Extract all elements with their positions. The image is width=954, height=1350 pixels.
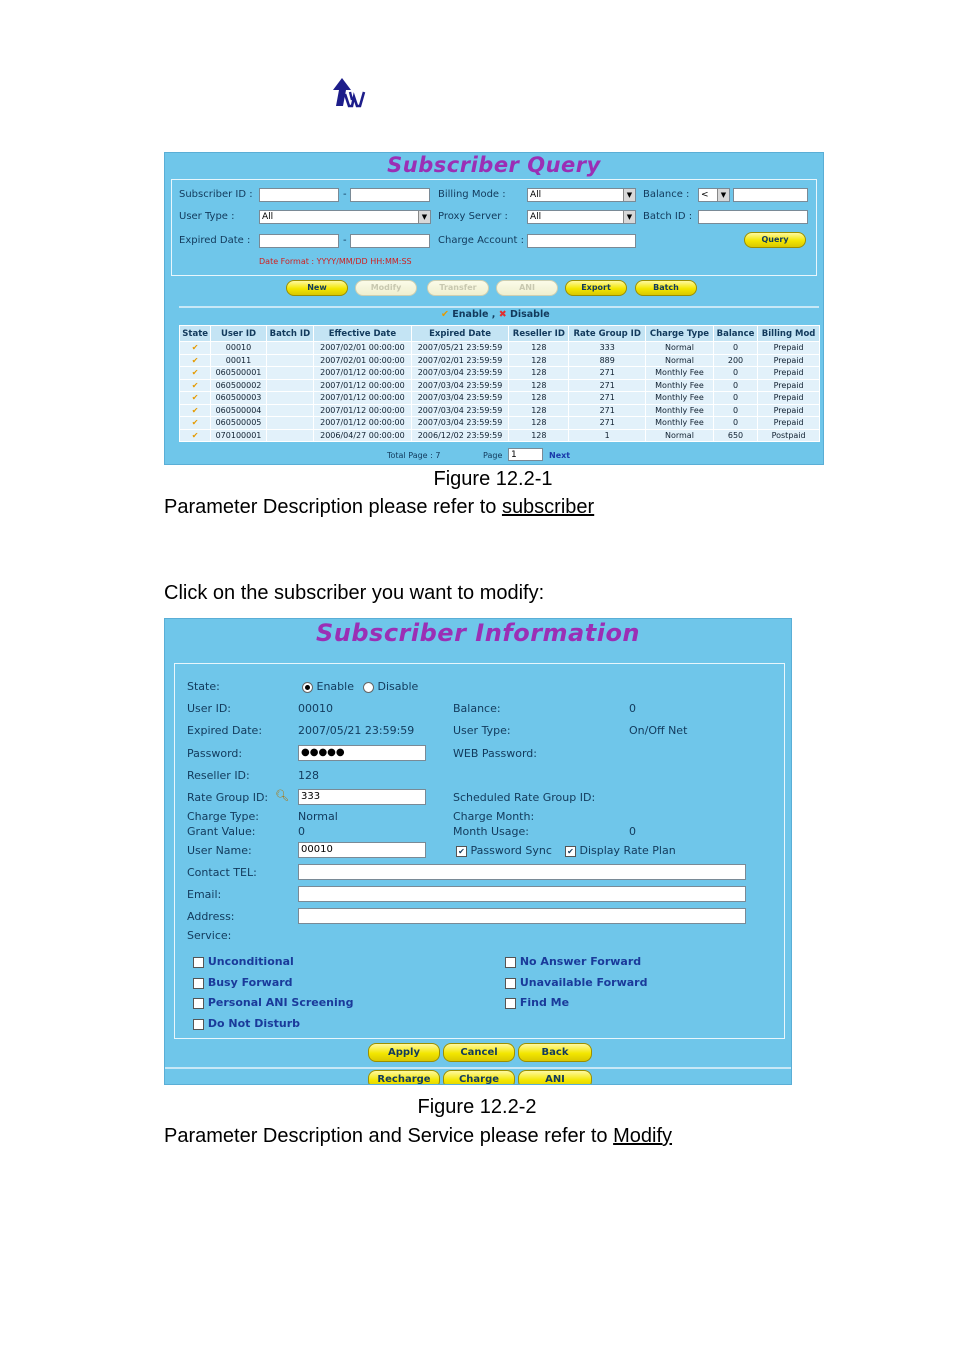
table-cell: 0: [713, 367, 757, 380]
checkbox-empty-icon: [193, 957, 204, 968]
table-cell: Normal: [646, 354, 714, 367]
table-cell: 0: [713, 342, 757, 355]
service-do-not-disturb[interactable]: Do Not Disturb: [193, 1017, 300, 1030]
table-row[interactable]: [180, 342, 820, 355]
password-sync-checkbox[interactable]: ✔ Password Sync: [456, 844, 552, 857]
charge-account-label: Charge Account :: [438, 235, 524, 246]
ani-button[interactable]: ANI: [496, 280, 558, 296]
checkbox-checked-icon: ✔: [565, 846, 576, 857]
service-unconditional[interactable]: Unconditional: [193, 955, 294, 968]
column-header: User ID: [211, 326, 266, 342]
query-title: Subscriber Query: [387, 153, 601, 177]
table-cell: Monthly Fee: [646, 417, 714, 430]
table-cell: [266, 342, 313, 355]
table-cell: Prepaid: [758, 417, 820, 430]
table-cell: 2007/05/21 23:59:59: [411, 342, 509, 355]
column-header: Expired Date: [411, 326, 509, 342]
charge-type-label: Charge Type:: [187, 810, 259, 823]
subscriber-table: [179, 325, 820, 442]
rate-group-id-label: Rate Group ID:: [187, 791, 269, 804]
table-cell: 060500001: [211, 367, 266, 380]
table-cell: 070100001: [211, 429, 266, 442]
enable-check-icon: ✔: [191, 343, 199, 353]
charge-month-label: Charge Month:: [453, 810, 535, 823]
user-type-select[interactable]: All ▼: [259, 210, 431, 224]
user-id-value: 00010: [298, 702, 333, 715]
enable-check-icon: ✔: [191, 418, 199, 428]
table-cell: 889: [569, 354, 646, 367]
table-cell: 2007/02/01 00:00:00: [314, 354, 412, 367]
chevron-down-icon: ▼: [623, 189, 635, 201]
table-cell: 2007/02/01 23:59:59: [411, 354, 509, 367]
scheduled-rate-group-label: Scheduled Rate Group ID:: [453, 791, 596, 804]
chevron-down-icon: ▼: [623, 211, 635, 223]
rate-group-id-input[interactable]: 333: [298, 789, 426, 805]
transfer-button[interactable]: Transfer: [427, 280, 489, 296]
expired-date-label: Expired Date:: [187, 724, 263, 737]
table-cell: 2007/03/04 23:59:59: [411, 392, 509, 405]
subscriber-query-screenshot: [164, 152, 824, 465]
parameter-description-1: Parameter Description please refer to subscriber: [164, 496, 595, 518]
table-cell: 2007/01/12 00:00:00: [314, 392, 412, 405]
table-body: [180, 342, 820, 442]
service-busy-forward[interactable]: Busy Forward: [193, 976, 293, 989]
table-cell: 2007/01/12 00:00:00: [314, 404, 412, 417]
service-find-me[interactable]: Find Me: [505, 996, 569, 1009]
table-cell: Postpaid: [758, 429, 820, 442]
table-cell: 2006/04/27 00:00:00: [314, 429, 412, 442]
table-cell: 0: [713, 404, 757, 417]
table-cell: 128: [509, 354, 569, 367]
table-cell: 00011: [211, 354, 266, 367]
balance-label: Balance:: [453, 702, 501, 715]
table-cell: 271: [569, 417, 646, 430]
grant-value-label: Grant Value:: [187, 825, 256, 838]
table-cell: 333: [569, 342, 646, 355]
export-button[interactable]: Export: [565, 280, 627, 296]
user-type-value: On/Off Net: [629, 724, 688, 737]
column-header: State: [180, 326, 211, 342]
table-cell: Prepaid: [758, 342, 820, 355]
table-cell: 2006/12/02 23:59:59: [411, 429, 509, 442]
enable-check-icon: ✔: [191, 355, 199, 365]
ani-button[interactable]: ANI: [518, 1070, 592, 1085]
table-cell: [266, 367, 313, 380]
user-id-label: User ID:: [187, 702, 231, 715]
table-row[interactable]: [180, 354, 820, 367]
table-cell: Monthly Fee: [646, 379, 714, 392]
table-cell: [266, 392, 313, 405]
table-cell: 271: [569, 392, 646, 405]
divider: [165, 1067, 791, 1069]
table-cell: 0: [713, 392, 757, 405]
subscriber-information-screenshot: [164, 618, 792, 1085]
checkbox-empty-icon: [505, 998, 516, 1009]
enable-check-icon: ✔: [191, 430, 199, 440]
table-cell: Normal: [646, 342, 714, 355]
table-row[interactable]: [180, 379, 820, 392]
table-cell: [266, 354, 313, 367]
date-format-hint: Date Format : YYYY/MM/DD HH:MM:SS: [259, 257, 412, 266]
column-header: Charge Type: [646, 326, 714, 342]
apply-button[interactable]: Apply: [368, 1043, 440, 1062]
column-header: Balance: [713, 326, 757, 342]
figure-caption-2: Figure 12.2-2: [417, 1096, 537, 1118]
range-dash: -: [343, 189, 347, 200]
table-cell: 650: [713, 429, 757, 442]
expired-date-to-input[interactable]: [350, 234, 430, 248]
table-row[interactable]: [180, 367, 820, 380]
state-cell: [180, 404, 211, 417]
table-cell: 271: [569, 367, 646, 380]
column-header: Billing Mod: [758, 326, 820, 342]
table-cell: [266, 429, 313, 442]
table-cell: 060500003: [211, 392, 266, 405]
charge-account-input[interactable]: [527, 234, 636, 248]
user-type-label: User Type:: [453, 724, 511, 737]
state-cell: [180, 417, 211, 430]
table-cell: Monthly Fee: [646, 404, 714, 417]
chevron-down-icon: ▼: [717, 189, 729, 201]
table-cell: 128: [509, 404, 569, 417]
subscriber-id-to-input[interactable]: [350, 188, 430, 202]
web-password-label: WEB Password:: [453, 747, 537, 760]
table-cell: 0: [713, 417, 757, 430]
query-button[interactable]: Query: [744, 232, 806, 248]
state-cell: [180, 342, 211, 355]
balance-input[interactable]: [733, 188, 808, 202]
table-cell: Prepaid: [758, 354, 820, 367]
service-label: Service:: [187, 929, 232, 942]
enable-check-icon: ✔: [441, 309, 449, 320]
table-cell: Prepaid: [758, 379, 820, 392]
state-legend: ✔ Enable , ✖ Disable: [441, 309, 550, 320]
state-cell: [180, 367, 211, 380]
table-cell: 128: [509, 417, 569, 430]
contact-tel-input[interactable]: [298, 864, 746, 880]
charge-button[interactable]: Charge: [443, 1070, 515, 1085]
disable-x-icon: ✖: [498, 309, 507, 320]
state-enable-radio[interactable]: Enable: [302, 680, 354, 693]
table-cell: 2007/03/04 23:59:59: [411, 367, 509, 380]
range-dash: -: [343, 235, 347, 246]
company-logo-icon: [330, 76, 368, 108]
expired-date-value: 2007/05/21 23:59:59: [298, 724, 415, 737]
checkbox-checked-icon: ✔: [456, 846, 467, 857]
enable-check-icon: ✔: [191, 380, 199, 390]
information-title: Subscriber Information: [315, 619, 641, 647]
state-cell: [180, 354, 211, 367]
table-cell: 128: [509, 342, 569, 355]
state-cell: [180, 429, 211, 442]
chevron-down-icon: ▼: [418, 211, 430, 223]
table-cell: 0: [713, 379, 757, 392]
table-cell: 128: [509, 379, 569, 392]
table-cell: [266, 417, 313, 430]
next-page-link[interactable]: Next: [549, 451, 571, 460]
recharge-button[interactable]: Recharge: [368, 1070, 440, 1085]
state-cell: [180, 379, 211, 392]
table-cell: 2007/01/12 00:00:00: [314, 417, 412, 430]
state-label: State:: [187, 680, 220, 693]
expired-date-from-input[interactable]: [259, 234, 339, 248]
table-header-row: [180, 326, 820, 342]
radio-selected-icon: [302, 682, 313, 693]
charge-type-value: Normal: [298, 810, 338, 823]
table-row[interactable]: [180, 392, 820, 405]
radio-empty-icon: [363, 682, 374, 693]
state-cell: [180, 392, 211, 405]
service-no-answer-forward[interactable]: No Answer Forward: [505, 955, 641, 968]
reseller-id-value: 128: [298, 769, 319, 782]
table-row[interactable]: [180, 429, 820, 442]
checkbox-empty-icon: [193, 978, 204, 989]
user-name-label: User Name:: [187, 844, 252, 857]
page-number-input[interactable]: 1: [508, 448, 543, 461]
table-cell: 128: [509, 392, 569, 405]
batch-button[interactable]: Batch: [635, 280, 697, 296]
table-cell: Normal: [646, 429, 714, 442]
billing-mode-select[interactable]: All ▼: [527, 188, 636, 202]
proxy-server-select[interactable]: All ▼: [527, 210, 636, 224]
table-cell: 2007/02/01 00:00:00: [314, 342, 412, 355]
proxy-server-label: Proxy Server :: [438, 211, 508, 222]
user-type-label: User Type :: [179, 211, 235, 222]
email-input[interactable]: [298, 886, 746, 902]
reseller-id-label: Reseller ID:: [187, 769, 250, 782]
month-usage-label: Month Usage:: [453, 825, 529, 838]
column-header: Reseller ID: [509, 326, 569, 342]
balance-label: Balance :: [643, 189, 690, 200]
subscriber-link[interactable]: subscriber: [501, 496, 595, 518]
password-label: Password:: [187, 747, 243, 760]
checkbox-empty-icon: [193, 1019, 204, 1030]
table-cell: 00010: [211, 342, 266, 355]
table-cell: Monthly Fee: [646, 392, 714, 405]
address-input[interactable]: [298, 908, 746, 924]
enable-check-icon: ✔: [191, 393, 199, 403]
table-cell: 060500004: [211, 404, 266, 417]
table-cell: Prepaid: [758, 392, 820, 405]
modify-link[interactable]: Modify: [613, 1125, 673, 1147]
table-cell: 2007/01/12 00:00:00: [314, 367, 412, 380]
batch-id-input[interactable]: [698, 210, 808, 224]
display-rate-plan-checkbox[interactable]: ✔ Display Rate Plan: [565, 844, 676, 857]
grant-value: 0: [298, 825, 305, 838]
table-cell: 060500005: [211, 417, 266, 430]
table-cell: Prepaid: [758, 404, 820, 417]
column-header: Batch ID: [266, 326, 313, 342]
divider: [179, 306, 819, 308]
service-personal-ani-screening[interactable]: Personal ANI Screening: [193, 996, 354, 1009]
total-pages: Total Page : 7: [387, 451, 441, 460]
cancel-button[interactable]: Cancel: [443, 1043, 515, 1062]
month-usage-value: 0: [629, 825, 636, 838]
balance-value: 0: [629, 702, 636, 715]
password-input[interactable]: ●●●●●: [298, 745, 426, 761]
instruction-text: Click on the subscriber you want to modify:: [164, 582, 545, 604]
service-unavailable-forward[interactable]: Unavailable Forward: [505, 976, 647, 989]
address-label: Address:: [187, 910, 235, 923]
modify-button[interactable]: Modify: [355, 280, 417, 296]
table-cell: 271: [569, 379, 646, 392]
column-header: Rate Group ID: [569, 326, 646, 342]
subscriber-id-label: Subscriber ID :: [179, 189, 253, 200]
column-header: Effective Date: [314, 326, 412, 342]
table-cell: 2007/03/04 23:59:59: [411, 417, 509, 430]
checkbox-empty-icon: [193, 998, 204, 1009]
table-cell: 1: [569, 429, 646, 442]
new-button[interactable]: New: [286, 280, 348, 296]
user-name-input[interactable]: 00010: [298, 842, 426, 858]
table-cell: Prepaid: [758, 367, 820, 380]
checkbox-empty-icon: [505, 957, 516, 968]
billing-mode-label: Billing Mode :: [438, 189, 506, 200]
table-cell: 128: [509, 367, 569, 380]
contact-tel-label: Contact TEL:: [187, 866, 257, 879]
checkbox-empty-icon: [505, 978, 516, 989]
table-cell: 2007/03/04 23:59:59: [411, 379, 509, 392]
subscriber-id-from-input[interactable]: [259, 188, 339, 202]
table-cell: 2007/01/12 00:00:00: [314, 379, 412, 392]
balance-operator-select[interactable]: < ▼: [698, 188, 730, 202]
table-cell: [266, 404, 313, 417]
batch-id-label: Batch ID :: [643, 211, 693, 222]
table-cell: 200: [713, 354, 757, 367]
state-disable-radio[interactable]: Disable: [363, 680, 418, 693]
table-cell: Monthly Fee: [646, 367, 714, 380]
figure-caption-1: Figure 12.2-1: [433, 468, 553, 490]
enable-check-icon: ✔: [191, 368, 199, 378]
enable-check-icon: ✔: [191, 405, 199, 415]
email-label: Email:: [187, 888, 222, 901]
expired-date-label: Expired Date :: [179, 235, 251, 246]
search-icon[interactable]: 🔍︎: [275, 790, 289, 802]
table-row[interactable]: [180, 404, 820, 417]
table-cell: 060500002: [211, 379, 266, 392]
table-cell: 2007/03/04 23:59:59: [411, 404, 509, 417]
table-cell: 128: [509, 429, 569, 442]
parameter-description-2: Parameter Description and Service please refer to Modify: [164, 1125, 673, 1147]
table-cell: 271: [569, 404, 646, 417]
table-row[interactable]: [180, 417, 820, 430]
table-cell: [266, 379, 313, 392]
page-label: Page: [483, 451, 503, 460]
back-button[interactable]: Back: [518, 1043, 592, 1062]
